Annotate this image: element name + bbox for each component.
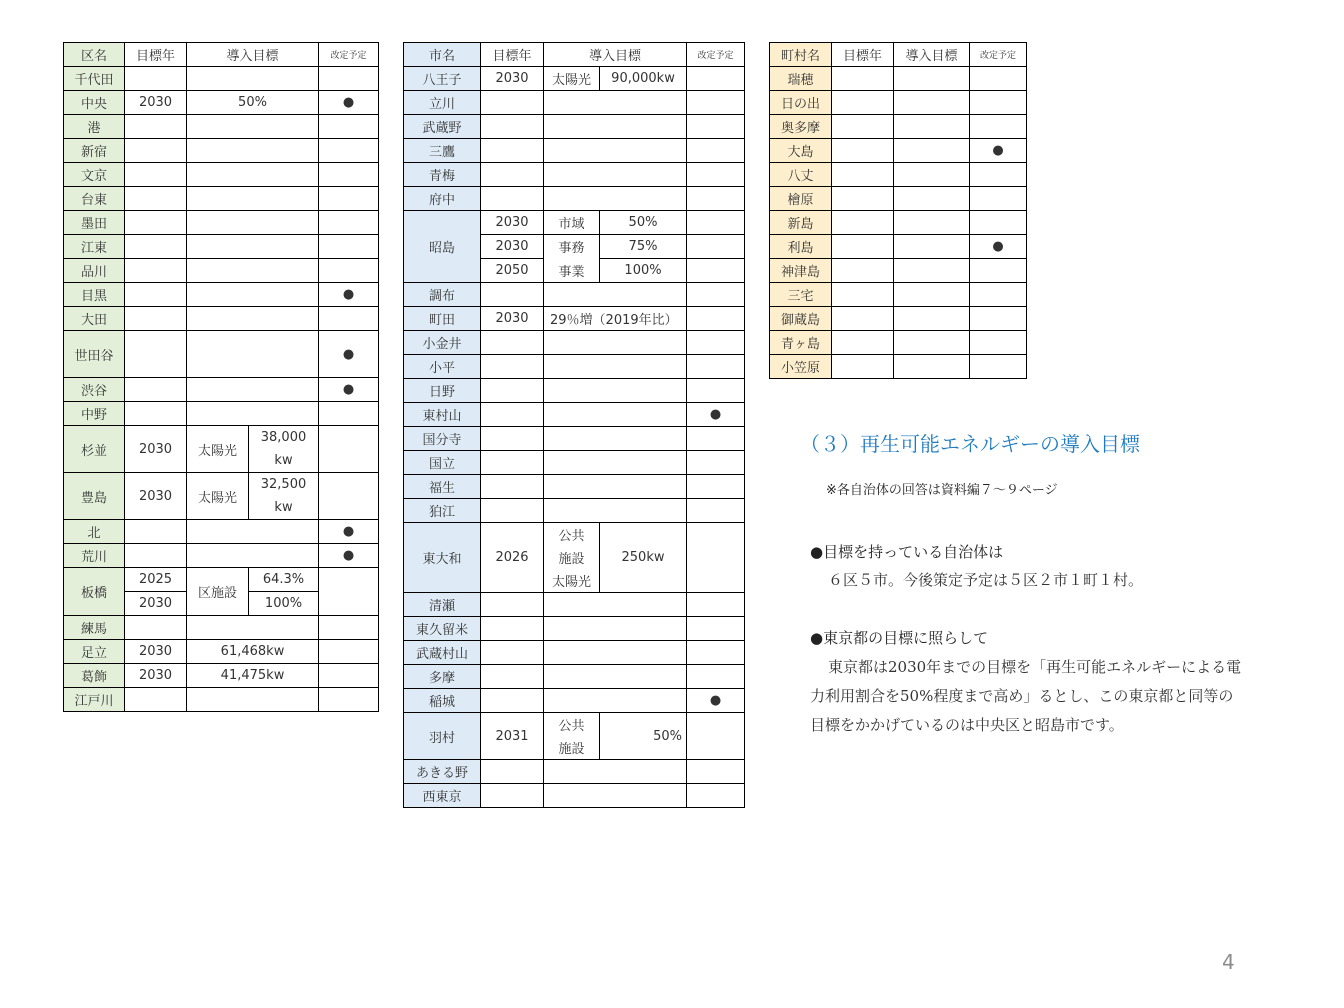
ward-name: 江戸川 bbox=[64, 688, 125, 712]
table-row bbox=[404, 379, 745, 403]
city-name: 福生 bbox=[404, 475, 481, 499]
table-row bbox=[404, 689, 745, 713]
city-name: あきる野 bbox=[404, 760, 481, 784]
target-type: 施設 bbox=[544, 546, 600, 569]
city-name: 武蔵野 bbox=[404, 115, 481, 139]
table-row bbox=[404, 784, 745, 808]
ward-name: 江東 bbox=[64, 235, 125, 259]
table-row bbox=[64, 402, 379, 426]
ward-name: 葛飾 bbox=[64, 664, 125, 688]
table-row bbox=[404, 665, 745, 689]
ward-name: 千代田 bbox=[64, 67, 125, 91]
city-name: 羽村 bbox=[404, 713, 481, 760]
target-year: 2030 bbox=[125, 473, 187, 520]
revision-mark: ● bbox=[319, 331, 379, 378]
table-row bbox=[404, 617, 745, 641]
revision-mark: ● bbox=[687, 403, 745, 427]
target-type: 施設 bbox=[544, 736, 600, 760]
target-year: 2030 bbox=[125, 426, 187, 473]
ward-name: 練馬 bbox=[64, 616, 125, 640]
column-header-year: 目標年 bbox=[125, 43, 187, 67]
table-row bbox=[64, 139, 379, 163]
town-name: 八丈 bbox=[770, 163, 832, 187]
target-value: 29％増（2019年比） bbox=[544, 307, 687, 331]
revision-mark: ● bbox=[687, 689, 745, 713]
table-row bbox=[404, 355, 745, 379]
ward-name: 荒川 bbox=[64, 544, 125, 568]
town-name: 新島 bbox=[770, 211, 832, 235]
target-type: 公共 bbox=[544, 713, 600, 737]
target-year: 2030 bbox=[125, 664, 187, 688]
table-row bbox=[770, 163, 1027, 187]
table-row bbox=[64, 211, 379, 235]
table-row bbox=[404, 403, 745, 427]
table-row bbox=[770, 331, 1027, 355]
revision-mark: ● bbox=[319, 520, 379, 544]
town-name: 御蔵島 bbox=[770, 307, 832, 331]
ward-name: 台東 bbox=[64, 187, 125, 211]
table-row bbox=[404, 641, 745, 665]
table-row bbox=[404, 713, 745, 737]
table-row bbox=[770, 307, 1027, 331]
city-name: 多摩 bbox=[404, 665, 481, 689]
table-row bbox=[64, 187, 379, 211]
city-name: 小金井 bbox=[404, 331, 481, 355]
section2-line: 目標をかかげているのは中央区と昭島市です。 bbox=[810, 716, 1124, 734]
target-type: 太陽光 bbox=[544, 67, 600, 91]
section1-body: ６区５市。今後策定予定は５区２市１町１村。 bbox=[828, 571, 1144, 589]
target-value: 50% bbox=[600, 713, 687, 760]
table-row bbox=[404, 451, 745, 475]
city-name: 稲城 bbox=[404, 689, 481, 713]
ward-name: 杉並 bbox=[64, 426, 125, 473]
ward-name: 品川 bbox=[64, 259, 125, 283]
section1-title: ●目標を持っている自治体は bbox=[810, 543, 1004, 561]
city-name: 昭島 bbox=[404, 211, 481, 283]
ward-name: 中野 bbox=[64, 402, 125, 426]
table-row bbox=[770, 283, 1027, 307]
ward-name: 墨田 bbox=[64, 211, 125, 235]
ward-name: 大田 bbox=[64, 307, 125, 331]
table-row bbox=[770, 211, 1027, 235]
table-row bbox=[64, 473, 379, 497]
city-name: 東村山 bbox=[404, 403, 481, 427]
table-header-row bbox=[404, 43, 745, 67]
city-name: 調布 bbox=[404, 283, 481, 307]
target-year: 2030 bbox=[481, 211, 544, 235]
column-header-revision: 改定予定 bbox=[687, 43, 745, 67]
table-row bbox=[404, 211, 745, 235]
target-year: 2030 bbox=[481, 235, 544, 259]
table-row bbox=[64, 115, 379, 139]
target-year: 2030 bbox=[125, 640, 187, 664]
target-value: 100% bbox=[249, 592, 319, 616]
target-year: 2031 bbox=[481, 713, 544, 760]
city-name: 国分寺 bbox=[404, 427, 481, 451]
table-row bbox=[64, 331, 379, 378]
city-name: 青梅 bbox=[404, 163, 481, 187]
table-row bbox=[404, 307, 745, 331]
city-name: 武蔵村山 bbox=[404, 641, 481, 665]
section2-line: 力利用割合を50%程度まで高め」るとし、この東京都と同等の bbox=[810, 687, 1234, 705]
target-unit: kw bbox=[249, 496, 319, 520]
column-header-name: 市名 bbox=[404, 43, 481, 67]
ward-name: 北 bbox=[64, 520, 125, 544]
table-row bbox=[64, 426, 379, 450]
column-header-year: 目標年 bbox=[832, 43, 894, 67]
target-value: 50% bbox=[600, 211, 687, 235]
city-name: 府中 bbox=[404, 187, 481, 211]
ward-name: 世田谷 bbox=[64, 331, 125, 378]
target-year: 2050 bbox=[481, 259, 544, 283]
target-year: 2030 bbox=[125, 91, 187, 115]
target-value: 50% bbox=[187, 91, 319, 115]
target-year: 2030 bbox=[125, 592, 187, 616]
city-name: 立川 bbox=[404, 91, 481, 115]
reference-note: ※各自治体の回答は資料編７～９ページ bbox=[826, 483, 1058, 498]
town-name: 奥多摩 bbox=[770, 115, 832, 139]
ward-name: 中央 bbox=[64, 91, 125, 115]
table-row bbox=[404, 427, 745, 451]
revision-mark: ● bbox=[319, 378, 379, 402]
column-header-name: 区名 bbox=[64, 43, 125, 67]
city-name: 西東京 bbox=[404, 784, 481, 808]
table-row bbox=[770, 91, 1027, 115]
target-type: 太陽光 bbox=[544, 569, 600, 593]
target-value: 90,000kw bbox=[600, 67, 687, 91]
city-name: 狛江 bbox=[404, 499, 481, 523]
target-year: 2026 bbox=[481, 523, 544, 593]
target-value: 64.3% bbox=[249, 568, 319, 592]
ward-name: 渋谷 bbox=[64, 378, 125, 402]
table-row bbox=[64, 235, 379, 259]
ward-name: 新宿 bbox=[64, 139, 125, 163]
target-unit: kw bbox=[249, 449, 319, 473]
table-row bbox=[64, 544, 379, 568]
table-row bbox=[64, 163, 379, 187]
ku-table bbox=[63, 42, 379, 712]
table-row bbox=[404, 475, 745, 499]
page-number: 4 bbox=[1222, 950, 1235, 974]
town-name: 大島 bbox=[770, 139, 832, 163]
table-row bbox=[404, 187, 745, 211]
table-row bbox=[404, 593, 745, 617]
city-name: 清瀬 bbox=[404, 593, 481, 617]
table-row bbox=[64, 307, 379, 331]
table-row bbox=[404, 163, 745, 187]
table-row bbox=[404, 91, 745, 115]
town-name: 日の出 bbox=[770, 91, 832, 115]
shi-table bbox=[403, 42, 745, 808]
ward-name: 足立 bbox=[64, 640, 125, 664]
column-header-revision: 改定予定 bbox=[319, 43, 379, 67]
table-row bbox=[770, 355, 1027, 379]
section2-title: ●東京都の目標に照らして bbox=[810, 629, 989, 647]
table-row bbox=[770, 115, 1027, 139]
revision-mark: ● bbox=[970, 139, 1027, 163]
target-sector: 市域 bbox=[544, 211, 600, 235]
target-sector: 事務 bbox=[544, 235, 600, 259]
table-header-row bbox=[770, 43, 1027, 67]
table-row bbox=[404, 760, 745, 784]
town-name: 利島 bbox=[770, 235, 832, 259]
ward-name: 文京 bbox=[64, 163, 125, 187]
table-row bbox=[64, 67, 379, 91]
table-row bbox=[770, 187, 1027, 211]
revision-mark: ● bbox=[319, 91, 379, 115]
target-type: 太陽光 bbox=[187, 473, 249, 520]
ward-name: 板橋 bbox=[64, 568, 125, 616]
target-value: 250kw bbox=[600, 523, 687, 593]
target-type: 公共 bbox=[544, 523, 600, 547]
table-row bbox=[64, 664, 379, 688]
revision-mark: ● bbox=[319, 544, 379, 568]
target-value: 75% bbox=[600, 235, 687, 259]
target-sector: 事業 bbox=[544, 259, 600, 283]
table-row bbox=[404, 331, 745, 355]
table-row bbox=[64, 640, 379, 664]
city-name: 日野 bbox=[404, 379, 481, 403]
ward-name: 目黒 bbox=[64, 283, 125, 307]
town-name: 三宅 bbox=[770, 283, 832, 307]
city-name: 三鷹 bbox=[404, 139, 481, 163]
target-value: 38,000 bbox=[249, 426, 319, 450]
table-header-row bbox=[64, 43, 379, 67]
table-row bbox=[404, 283, 745, 307]
city-name: 東久留米 bbox=[404, 617, 481, 641]
column-header-name: 町村名 bbox=[770, 43, 832, 67]
table-row bbox=[770, 259, 1027, 283]
table-row bbox=[64, 259, 379, 283]
target-value: 61,468kw bbox=[187, 640, 319, 664]
table-row bbox=[404, 139, 745, 163]
town-name: 檜原 bbox=[770, 187, 832, 211]
column-header-target: 導入目標 bbox=[187, 43, 319, 67]
target-value: 100% bbox=[600, 259, 687, 283]
city-name: 国立 bbox=[404, 451, 481, 475]
column-header-revision: 改定予定 bbox=[970, 43, 1027, 67]
table-row bbox=[64, 378, 379, 402]
table-row bbox=[64, 520, 379, 544]
table-row bbox=[64, 91, 379, 115]
target-year: 2025 bbox=[125, 568, 187, 592]
table-row bbox=[404, 67, 745, 91]
ward-name: 豊島 bbox=[64, 473, 125, 520]
column-header-year: 目標年 bbox=[481, 43, 544, 67]
target-type: 区施設 bbox=[187, 568, 249, 616]
table-row bbox=[770, 235, 1027, 259]
table-row bbox=[770, 139, 1027, 163]
table-row bbox=[64, 283, 379, 307]
target-value: 41,475kw bbox=[187, 664, 319, 688]
table-row bbox=[64, 616, 379, 640]
ward-name: 港 bbox=[64, 115, 125, 139]
table-row bbox=[404, 115, 745, 139]
revision-mark: ● bbox=[970, 235, 1027, 259]
target-type: 太陽光 bbox=[187, 426, 249, 473]
target-value: 32,500 bbox=[249, 473, 319, 497]
city-name: 八王子 bbox=[404, 67, 481, 91]
town-name: 青ヶ島 bbox=[770, 331, 832, 355]
column-header-target: 導入目標 bbox=[894, 43, 970, 67]
town-name: 瑞穂 bbox=[770, 67, 832, 91]
table-row bbox=[404, 499, 745, 523]
table-row bbox=[770, 67, 1027, 91]
target-year: 2030 bbox=[481, 307, 544, 331]
city-name: 町田 bbox=[404, 307, 481, 331]
table-row bbox=[64, 568, 379, 592]
target-year: 2030 bbox=[481, 67, 544, 91]
choson-table bbox=[769, 42, 1027, 379]
city-name: 東大和 bbox=[404, 523, 481, 593]
section-heading: （３）再生可能エネルギーの導入目標 bbox=[800, 432, 1140, 456]
city-name: 小平 bbox=[404, 355, 481, 379]
revision-mark: ● bbox=[319, 283, 379, 307]
town-name: 神津島 bbox=[770, 259, 832, 283]
table-row bbox=[64, 688, 379, 712]
column-header-target: 導入目標 bbox=[544, 43, 687, 67]
table-row bbox=[404, 523, 745, 547]
town-name: 小笠原 bbox=[770, 355, 832, 379]
section2-line: 東京都は2030年までの目標を「再生可能エネルギーによる電 bbox=[828, 658, 1242, 676]
